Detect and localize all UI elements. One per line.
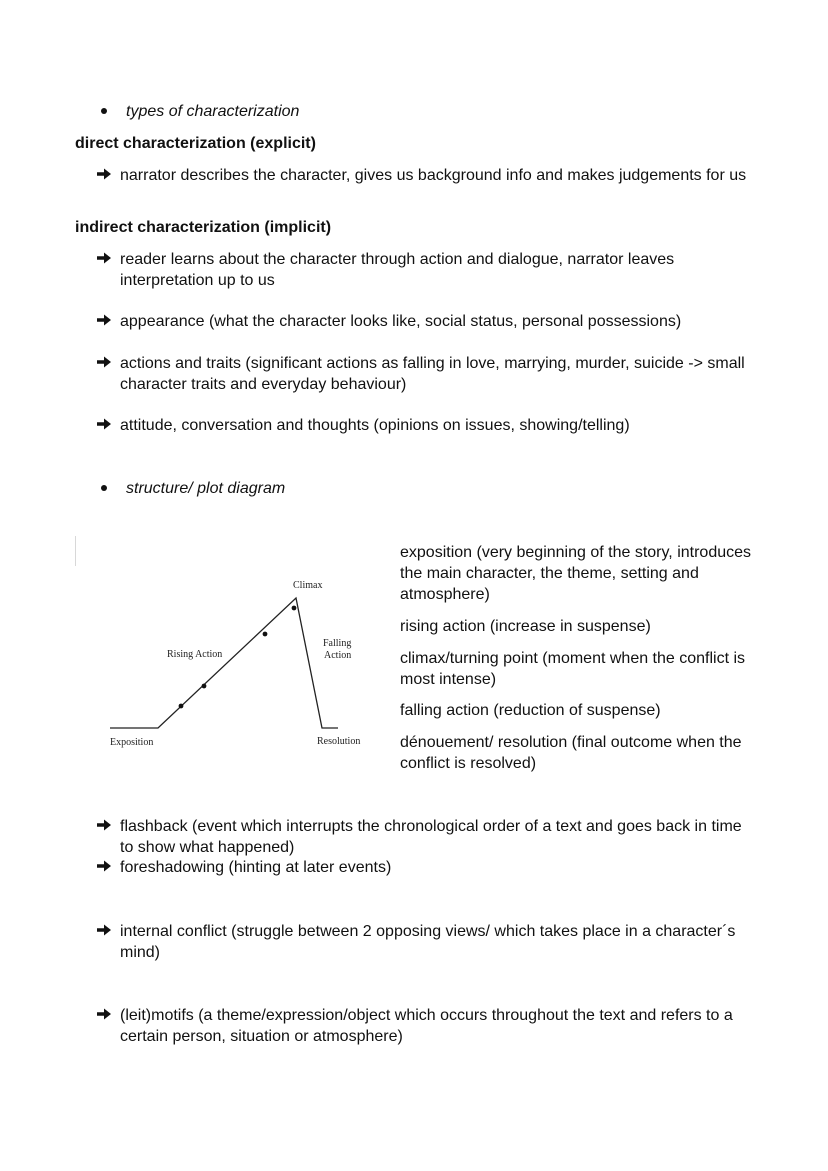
arrow-right-icon <box>96 817 112 833</box>
list-item-text: narrator describes the character, gives us background info and makes judgements for us <box>120 167 747 184</box>
label-falling-action-2: Action <box>324 650 352 661</box>
arrow-right-icon <box>96 166 112 182</box>
list-item-text: attitude, conversation and thoughts (opinions on issues, showing/telling) <box>120 417 630 434</box>
bullet-types-of-characterization: types of characterization <box>126 103 300 120</box>
plot-diagram <box>100 570 380 760</box>
list-item-text: appearance (what the character looks like, social status, personal possessions) <box>120 313 682 330</box>
list-item-text: (leit)motifs (a theme/expression/object which occurs throughout the text and refers to a certain person, situation or atmosphere) <box>120 1007 733 1045</box>
plot-line <box>110 598 338 728</box>
arrow-right-icon <box>96 250 112 266</box>
list-item-text: actions and traits (significant actions as falling in love, marrying, murder, suicide -> small character traits and everyday behaviour) <box>120 355 745 393</box>
arrow-right-icon <box>96 1006 112 1022</box>
arrow-right-icon <box>96 858 112 874</box>
plot-point <box>292 606 297 611</box>
direct-characterization-heading: direct characterization (explicit) <box>75 135 316 152</box>
plot-point <box>263 632 268 637</box>
list-item-text: flashback (event which interrupts the chronological order of a text and goes back in time to show what happened) <box>120 818 742 856</box>
plot-point <box>179 704 184 709</box>
bullet-dot <box>101 108 107 114</box>
label-rising-action: Rising Action <box>167 649 223 660</box>
plot-point <box>202 684 207 689</box>
label-climax: Climax <box>293 580 323 591</box>
arrow-right-icon <box>96 922 112 938</box>
arrow-right-icon <box>96 312 112 328</box>
definition-rising-action: rising action (increase in suspense) <box>400 618 651 635</box>
indirect-characterization-heading: indirect characterization (implicit) <box>75 219 332 236</box>
definition-exposition: exposition (very beginning of the story, introduces the main character, the theme, setting and atmosphere) <box>400 544 752 603</box>
definition-resolution: dénouement/ resolution (final outcome when the conflict is resolved) <box>400 734 742 772</box>
arrow-right-icon <box>96 416 112 432</box>
label-resolution: Resolution <box>317 736 361 747</box>
definition-climax: climax/turning point (moment when the conflict is most intense) <box>400 650 746 688</box>
list-item-text: reader learns about the character through action and dialogue, narrator leaves interpretation up to us <box>120 251 675 289</box>
scan-mark <box>75 536 76 566</box>
arrow-right-icon <box>96 354 112 370</box>
label-exposition: Exposition <box>110 737 154 748</box>
bullet-dot <box>101 485 107 491</box>
list-item-text: internal conflict (struggle between 2 opposing views/ which takes place in a character´s mind) <box>120 923 736 961</box>
list-item-text: foreshadowing (hinting at later events) <box>120 859 392 876</box>
label-falling-action-1: Falling <box>323 638 352 649</box>
bullet-structure-plot-diagram: structure/ plot diagram <box>126 480 286 497</box>
definition-falling-action: falling action (reduction of suspense) <box>400 702 661 719</box>
